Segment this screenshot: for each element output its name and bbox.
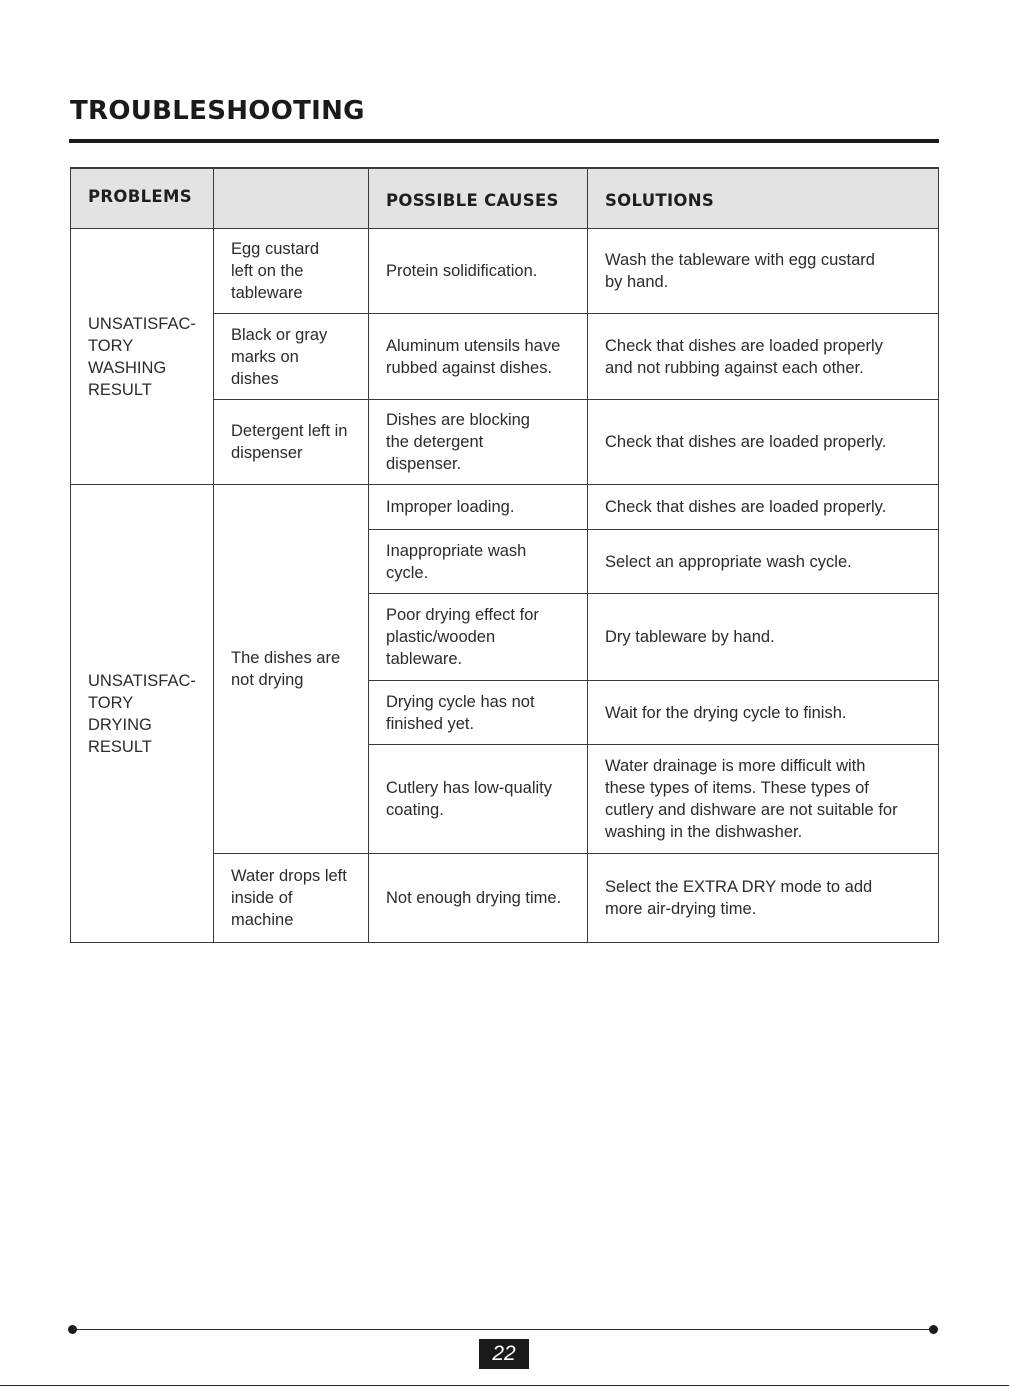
solution-cell: Select the EXTRA DRY mode to add more air-drying time.	[588, 854, 939, 943]
table-header-row	[71, 168, 939, 229]
issue-cell: Egg custard left on the tableware	[214, 229, 369, 314]
footer-dot-right	[929, 1325, 938, 1334]
issue-cell: Black or gray marks on dishes	[214, 314, 369, 400]
header-solutions: SOLUTIONS	[588, 168, 939, 229]
solution-cell: Select an appropriate wash cycle.	[588, 530, 939, 594]
solution-cell: Dry tableware by hand.	[588, 594, 939, 681]
header-possible-causes: POSSIBLE CAUSES	[369, 168, 588, 229]
solution-cell: Wash the tableware with egg custard by hand.	[588, 229, 939, 314]
page-title: TROUBLESHOOTING	[70, 96, 365, 126]
cause-cell: Drying cycle has not finished yet.	[369, 681, 588, 745]
cause-cell: Cutlery has low-quality coating.	[369, 745, 588, 854]
problem-cell-washing: UNSATISFAC- TORY WASHING RESULT	[71, 229, 214, 485]
header-issue	[214, 168, 369, 229]
title-rule	[69, 139, 939, 143]
solution-cell: Check that dishes are loaded properly.	[588, 485, 939, 530]
solution-cell: Check that dishes are loaded properly.	[588, 400, 939, 485]
solution-cell: Check that dishes are loaded properly and not rubbing against each other.	[588, 314, 939, 400]
table-row	[71, 229, 939, 314]
table-row	[71, 485, 939, 530]
cause-cell: Inappropriate wash cycle.	[369, 530, 588, 594]
cause-cell: Dishes are blocking the detergent dispenser.	[369, 400, 588, 485]
cause-cell: Protein solidification.	[369, 229, 588, 314]
troubleshooting-table	[70, 167, 939, 943]
issue-cell: The dishes are not drying	[214, 485, 369, 854]
header-problems: PROBLEMS	[71, 168, 214, 229]
issue-cell: Water drops left inside of machine	[214, 854, 369, 943]
solution-cell: Water drainage is more difficult with these types of items. These types of cutlery and dishware are not suitable for washing in the dishwasher.	[588, 745, 939, 854]
cause-cell: Aluminum utensils have rubbed against dishes.	[369, 314, 588, 400]
footer-rule	[73, 1329, 934, 1330]
bottom-edge-rule	[0, 1385, 1009, 1386]
problem-cell-drying: UNSATISFAC- TORY DRYING RESULT	[71, 485, 214, 943]
page-number: 22	[479, 1339, 529, 1369]
cause-cell: Improper loading.	[369, 485, 588, 530]
cause-cell: Poor drying effect for plastic/wooden tableware.	[369, 594, 588, 681]
solution-cell: Wait for the drying cycle to finish.	[588, 681, 939, 745]
cause-cell: Not enough drying time.	[369, 854, 588, 943]
issue-cell: Detergent left in dispenser	[214, 400, 369, 485]
